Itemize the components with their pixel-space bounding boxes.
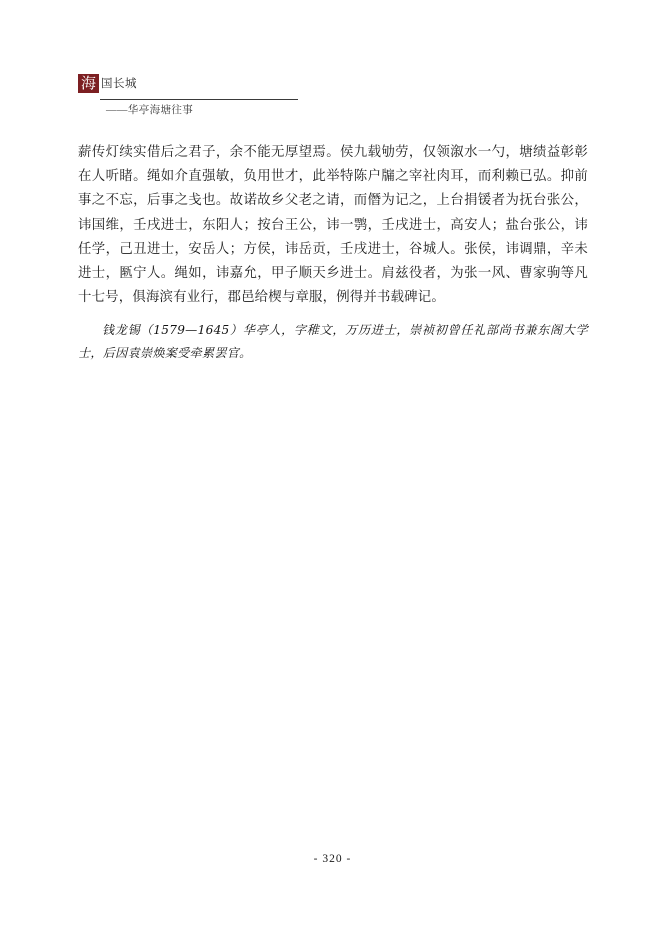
page-header: [78, 74, 588, 120]
document-body: [78, 140, 588, 365]
annotation-paragraph: 钱龙锡（1579—1645）华亭人，字稚文，万历进士，崇祯初曾任礼部尚书兼东阁大学士，后因袁崇焕案受牵累罢官。: [78, 323, 588, 361]
header-divider-rule: [100, 99, 298, 100]
header-title-text: 国长城: [101, 78, 138, 90]
header-badge-character: 海: [78, 74, 99, 93]
page-number: - 320 -: [313, 853, 352, 865]
header-subtitle: ——华亭海塘往事: [106, 105, 194, 116]
body-paragraph: 薪传灯续实借后之君子，余不能无厚望焉。侯九载劬劳，仅领溆水一勺，塘绩益彰彰在人听睹。绳如介直强敏，负用世才，此举特陈户牖之宰社肉耳，而利赖已弘。抑前事之不忘，后事之戋也。故诺故乡父老之请，而僭为记之，上台捐锾者为抚台张公，讳国维，壬戌进士，东阳人；按台王公，讳一鹗，壬戌进士，高安人；盐台张公，讳任学，己丑进士，安岳人；方侯，讳岳贡，壬戌进士，谷城人。张侯，讳调鼎，辛未进士，匦宁人。绳如，讳嘉允，甲子顺天乡进士。肩兹役者，为张一风、曹家驹等凡十七号，俱海滨有业行，郡邑给楔与章服，例得并书载碑记。: [78, 144, 588, 305]
header-title-line: [78, 74, 588, 96]
page-footer: [0, 853, 665, 865]
